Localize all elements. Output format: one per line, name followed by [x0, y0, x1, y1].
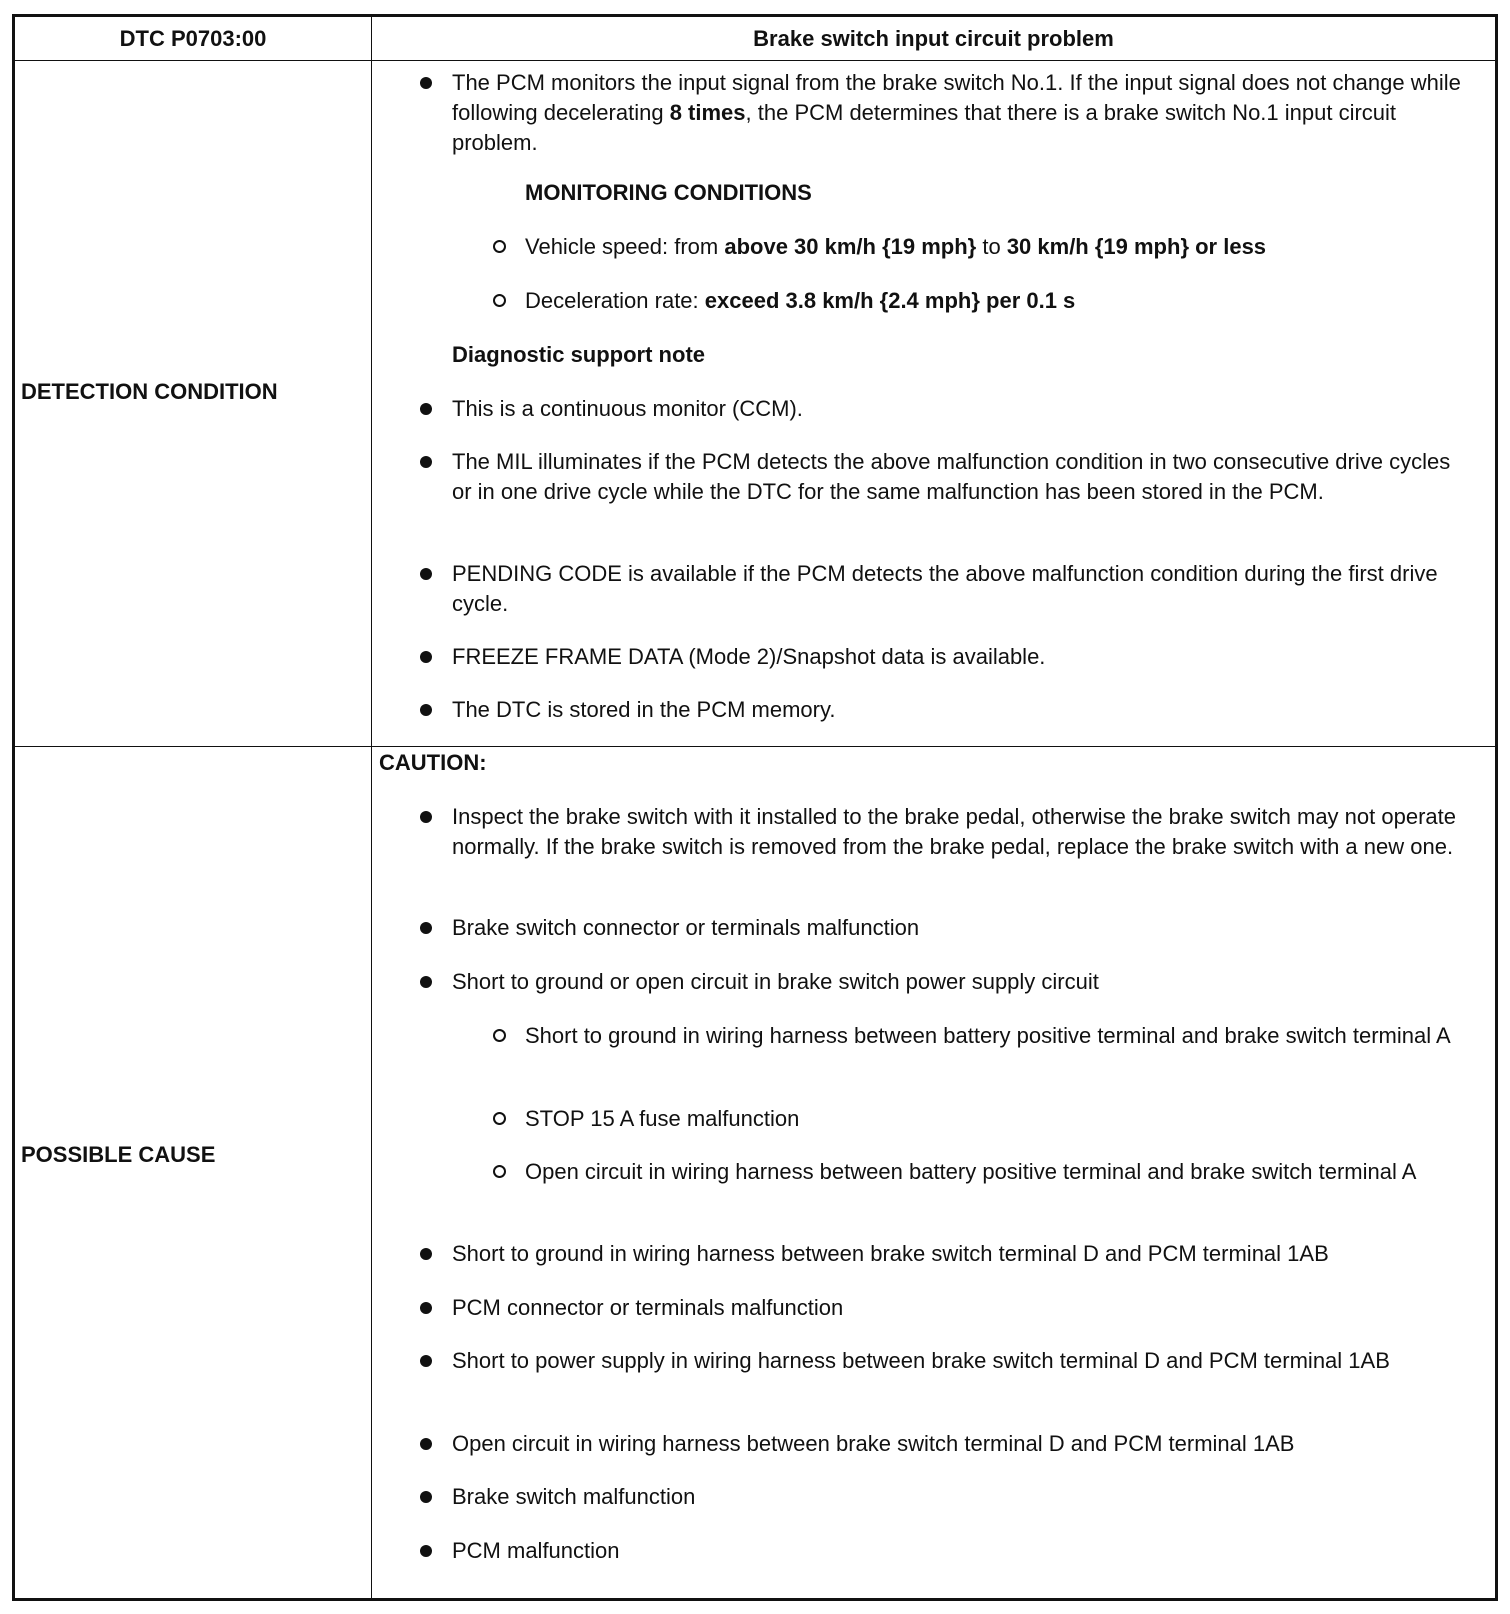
detection-content [372, 61, 1495, 746]
cause-text: Open circuit in wiring harness between brake switch terminal D and PCM terminal 1AB [452, 1431, 1295, 1456]
circle-bullet-icon [493, 1165, 506, 1178]
cause-text: Short to ground or open circuit in brake switch power supply circuit [452, 969, 1099, 994]
cause-row [15, 747, 1495, 1598]
support-title: Diagnostic support note [452, 342, 705, 367]
cause-text: PCM malfunction [452, 1538, 620, 1563]
bullet-icon [420, 704, 432, 716]
bullet-icon [420, 456, 432, 468]
note-text: This is a continuous monitor (CCM). [452, 396, 803, 421]
bullet-icon [420, 1355, 432, 1367]
note-text: The DTC is stored in the PCM memory. [452, 697, 836, 722]
note-text: FREEZE FRAME DATA (Mode 2)/Snapshot data is available. [452, 644, 1046, 669]
sub-cause-text: Short to ground in wiring harness between battery positive terminal and brake switch terminal A [525, 1023, 1451, 1048]
bullet-icon [420, 1302, 432, 1314]
circle-bullet-icon [493, 1029, 506, 1042]
cause-text: PCM connector or terminals malfunction [452, 1295, 844, 1320]
sub-cause-text: Open circuit in wiring harness between battery positive terminal and brake switch terminal A [525, 1159, 1417, 1184]
decel-condition: Deceleration rate: exceed 3.8 km/h {2.4 mph} per 0.1 s [525, 288, 1076, 313]
cause-text: Brake switch malfunction [452, 1484, 696, 1509]
circle-bullet-icon [493, 1112, 506, 1125]
cause-content [372, 747, 1495, 1598]
bullet-icon [420, 811, 432, 823]
monitoring-title: MONITORING CONDITIONS [525, 180, 812, 205]
caution-title: CAUTION: [379, 750, 487, 775]
circle-bullet-icon [493, 294, 506, 307]
cause-text: Brake switch connector or terminals malfunction [452, 915, 920, 940]
bullet-icon [420, 651, 432, 663]
cause-label: POSSIBLE CAUSE [21, 1142, 216, 1167]
bullet-icon [420, 403, 432, 415]
sub-cause-text: STOP 15 A fuse malfunction [525, 1106, 800, 1131]
bullet-icon [420, 1491, 432, 1503]
dtc-table [12, 14, 1498, 1601]
dtc-title: Brake switch input circuit problem [753, 26, 1114, 51]
note-text: The MIL illuminates if the PCM detects the above malfunction condition in two consecutive drive cycles or in one drive cycle while the DTC for the same malfunction has been stored in the PCM. [452, 449, 1451, 504]
bullet-icon [420, 1248, 432, 1260]
bullet-icon [420, 922, 432, 934]
circle-bullet-icon [493, 240, 506, 253]
cause-text: Inspect the brake switch with it installed to the brake pedal, otherwise the brake switch may not operate normally. If the brake switch is removed from the brake pedal, replace the brake switch with a new one. [452, 804, 1456, 859]
cause-text: Short to power supply in wiring harness between brake switch terminal D and PCM terminal 1AB [452, 1348, 1390, 1373]
bullet-icon [420, 1545, 432, 1557]
detection-intro: The PCM monitors the input signal from the brake switch No.1. If the input signal does not change while following decelerating 8 times, the PCM determines that there is a brake switch No.1 input circuit problem. [452, 70, 1461, 155]
dtc-code: DTC P0703:00 [119, 26, 267, 51]
cause-text: Short to ground in wiring harness between brake switch terminal D and PCM terminal 1AB [452, 1241, 1329, 1266]
note-text: PENDING CODE is available if the PCM detects the above malfunction condition during the first drive cycle. [452, 561, 1438, 616]
bullet-icon [420, 1438, 432, 1450]
bullet-icon [420, 77, 432, 89]
bullet-icon [420, 568, 432, 580]
detection-row [15, 61, 1495, 747]
header-row [15, 17, 1495, 61]
bullet-icon [420, 976, 432, 988]
speed-condition: Vehicle speed: from above 30 km/h {19 mph} to 30 km/h {19 mph} or less [525, 234, 1267, 259]
detection-label: DETECTION CONDITION [21, 379, 278, 404]
